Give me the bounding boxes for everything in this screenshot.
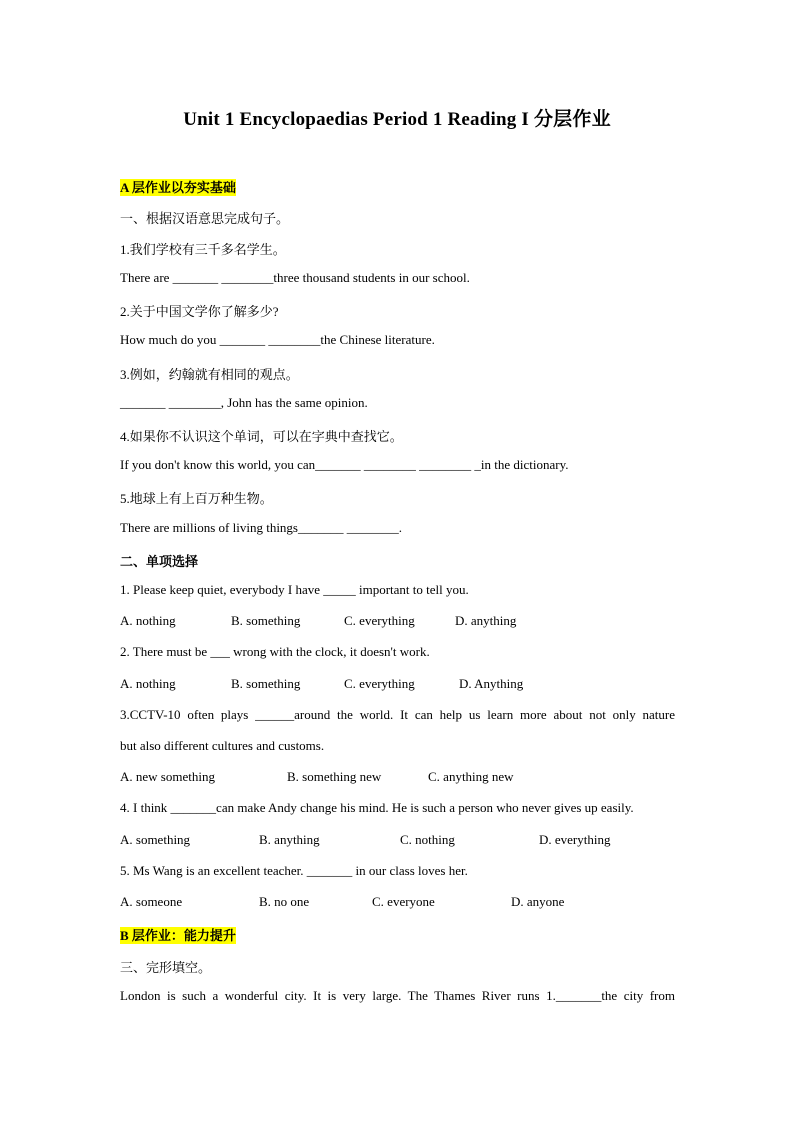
mc-question-1: 1. Please keep quiet, everybody I have _____ important to tell you. [120, 582, 469, 597]
section-b-heading-label: B 层作业：能力提升 [120, 928, 236, 943]
question-cn-4: 4.如果你不认识这个单词，可以在字典中查找它。 [120, 429, 403, 444]
cloze-passage-line1: London is such a wonderful city. It is very large. The Thames River runs 1._______the city from [120, 988, 675, 1003]
part1-heading: 一、根据汉语意思完成句子。 [120, 211, 290, 226]
question-en-4: If you don't know this world, you can_______ ________ ________ _in the dictionary. [120, 457, 569, 472]
question-cn-5: 5.地球上有上百万种生物。 [120, 491, 273, 506]
part2-heading: 二、单项选择 [120, 554, 199, 569]
mc-4-option-c: C. nothing [400, 832, 455, 847]
question-cn-3: 3.例如，约翰就有相同的观点。 [120, 367, 299, 382]
mc-4-option-b: B. anything [259, 832, 320, 847]
mc-2-option-a: A. nothing [120, 676, 176, 691]
question-cn-1: 1.我们学校有三千多名学生。 [120, 242, 286, 257]
mc-1-option-c: C. everything [344, 613, 415, 628]
question-en-2: How much do you _______ ________the Chinese literature. [120, 332, 435, 347]
mc-5-option-a: A. someone [120, 894, 183, 909]
mc-5-option-c: C. everyone [372, 894, 435, 909]
section-a-heading [120, 177, 236, 196]
mc-question-2: 2. There must be ___ wrong with the clock, it doesn't work. [120, 644, 430, 659]
section-b-heading [120, 925, 236, 944]
mc-3-option-b: B. something new [287, 769, 382, 784]
mc-5-option-b: B. no one [259, 894, 310, 909]
part3-heading: 三、完形填空。 [120, 960, 212, 975]
question-en-1: There are _______ ________three thousand students in our school. [120, 270, 470, 285]
mc-question-3-line1: 3.CCTV-10 often plays ______around the world. It can help us learn more about not only nature [120, 707, 675, 722]
page-title: Unit 1 Encyclopaedias Period 1 Reading I 分层作业 [183, 109, 611, 130]
question-cn-2: 2.关于中国文学你了解多少? [120, 304, 279, 319]
mc-1-option-b: B. something [231, 613, 301, 628]
mc-4-option-d: D. everything [539, 832, 611, 847]
mc-5-option-d: D. anyone [511, 894, 565, 909]
section-a-heading-label: A 层作业以夯实基础 [120, 180, 236, 195]
mc-2-option-d: D. Anything [459, 676, 524, 691]
mc-3-option-c: C. anything new [428, 769, 514, 784]
question-en-5: There are millions of living things_______ ________. [120, 520, 402, 535]
mc-question-3-line2: but also different cultures and customs. [120, 738, 325, 753]
mc-question-4: 4. I think _______can make Andy change his mind. He is such a person who never gives up easily. [120, 800, 634, 815]
mc-question-5: 5. Ms Wang is an excellent teacher. _______ in our class loves her. [120, 863, 468, 878]
mc-4-option-a: A. something [120, 832, 191, 847]
question-en-3: _______ ________, John has the same opinion. [120, 395, 368, 410]
mc-2-option-b: B. something [231, 676, 301, 691]
mc-3-option-a: A. new something [120, 769, 215, 784]
mc-1-option-a: A. nothing [120, 613, 176, 628]
mc-2-option-c: C. everything [344, 676, 415, 691]
mc-1-option-d: D. anything [455, 613, 517, 628]
